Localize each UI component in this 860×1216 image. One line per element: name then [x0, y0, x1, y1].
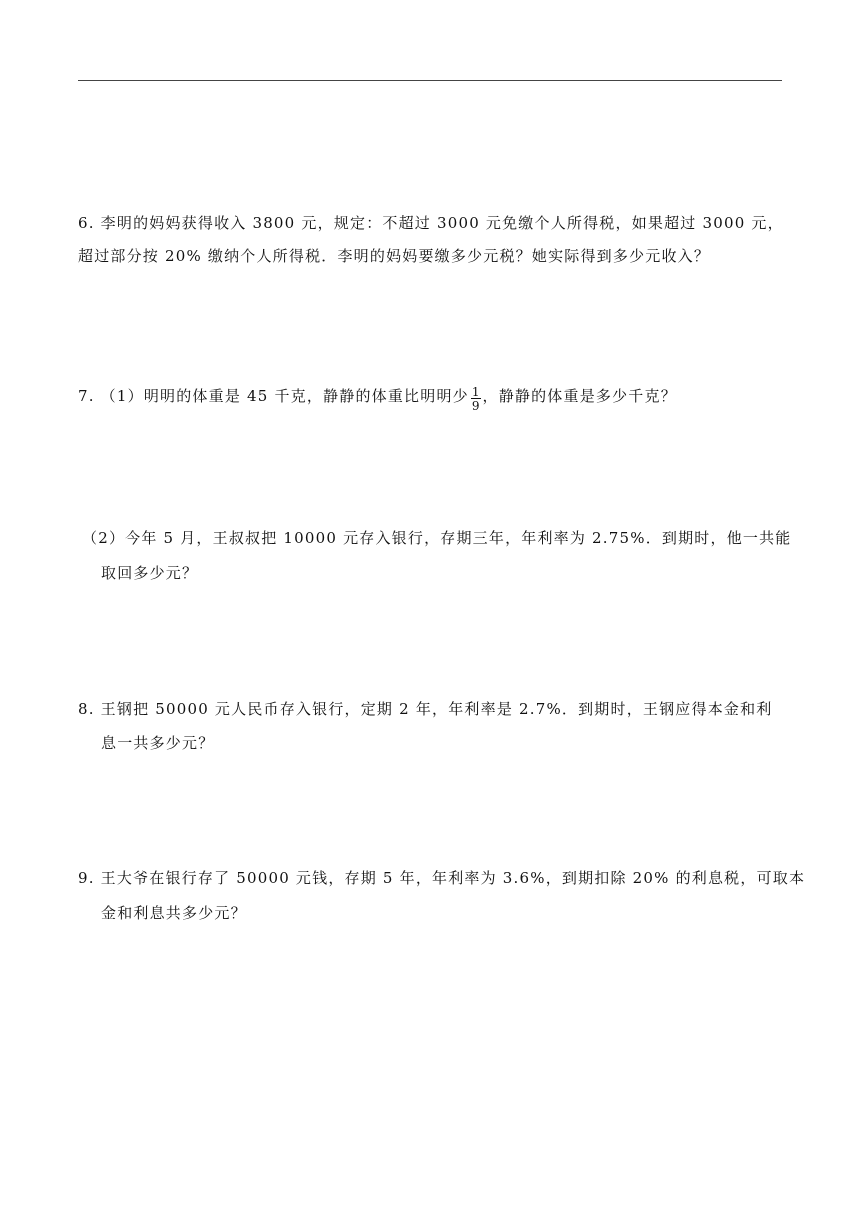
header-rule [78, 80, 782, 81]
question-9-line-1: 9. 王大爷在银行存了 50000 元钱，存期 5 年，年利率为 3.6%，到期扣除 20% 的利息税，可取本 [78, 869, 806, 887]
fraction-denominator: 9 [471, 399, 480, 413]
question-7-part-1 [78, 384, 677, 413]
question-7-part-2-line-1: （2）今年 5 月，王叔叔把 10000 元存入银行，存期三年，年利率为 2.75%．到期时，他一共能 [82, 529, 792, 547]
question-9-line-2: 金和利息共多少元？ [101, 904, 247, 922]
question-7-part-1-tail: ，静静的体重是多少千克？ [482, 387, 677, 405]
question-6-line-2: 超过部分按 20% 缴纳个人所得税．李明的妈妈要缴多少元税？她实际得到多少元收入？ [78, 247, 711, 265]
question-7-part-1-text: 7. （1）明明的体重是 45 千克，静静的体重比明明少 [78, 387, 469, 405]
question-8-line-1: 8. 王钢把 50000 元人民币存入银行，定期 2 年，年利率是 2.7%．到期时，王钢应得本金和利 [78, 700, 773, 718]
question-7-part-2-line-2: 取回多少元？ [101, 564, 199, 582]
fraction-numerator: 1 [471, 385, 480, 399]
question-6-line-1: 6. 李明的妈妈获得收入 3800 元，规定：不超过 3000 元免缴个人所得税，如果超过 3000 元， [78, 214, 784, 232]
question-8-line-2: 息一共多少元？ [101, 734, 215, 752]
fraction-one-ninth [471, 386, 481, 412]
